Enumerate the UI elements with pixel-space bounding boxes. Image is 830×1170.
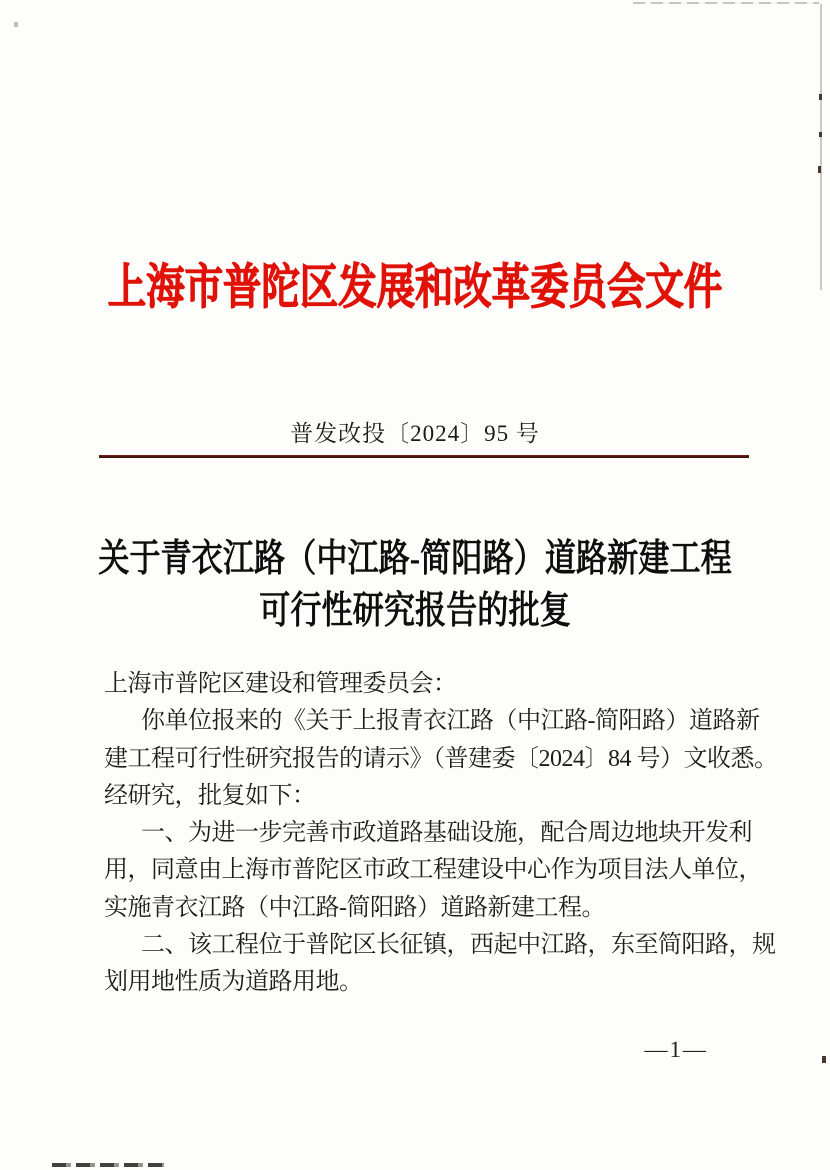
- body-line: 经研究，批复如下：: [104, 782, 316, 809]
- document-title-line2: 可行性研究报告的批复: [259, 590, 571, 632]
- scan-artifact-speck: [818, 166, 821, 173]
- body-line: 建工程可行性研究报告的请示》（普建委〔2024〕84 号）文收悉。: [104, 745, 778, 772]
- document-title-line1: 关于青衣江路（中江路-简阳路）道路新建工程: [98, 538, 732, 580]
- body-line: 划用地性质为道路用地。: [104, 969, 363, 996]
- recipient-line: 上海市普陀区建设和管理委员会：: [104, 671, 457, 697]
- body-line: 一、为进一步完善市政道路基础设施，配合周边地块开发利: [141, 820, 752, 847]
- scan-artifact-speck: [822, 1056, 826, 1063]
- body-line: 二、该工程位于普陀区长征镇，西起中江路，东至简阳路，规: [141, 932, 776, 959]
- body-line: 用，同意由上海市普陀区市政工程建设中心作为项目法人单位，: [104, 857, 762, 884]
- scan-artifact-bottom-dash-line: [52, 1163, 164, 1167]
- scan-artifact-right-edge-line: [820, 4, 822, 290]
- scan-artifact-top-edge-line: [633, 2, 819, 4]
- scan-artifact-speck: [819, 94, 822, 100]
- document-reference-number: 普发改投〔2024〕95 号: [290, 421, 540, 446]
- document-body: [104, 666, 778, 1002]
- body-line: 你单位报来的《关于上报青衣江路（中江路-简阳路）道路新: [141, 708, 760, 735]
- scan-artifact-topleft-mark: [14, 22, 18, 27]
- letterhead-divider-line: [99, 455, 749, 458]
- issuing-org-letterhead-title: 上海市普陀区发展和改革委员会文件: [107, 261, 723, 314]
- page-number: —1—: [644, 1037, 708, 1062]
- scan-artifact-speck: [819, 132, 822, 137]
- body-line: 实施青衣江路（中江路-简阳路）道路新建工程。: [104, 894, 605, 921]
